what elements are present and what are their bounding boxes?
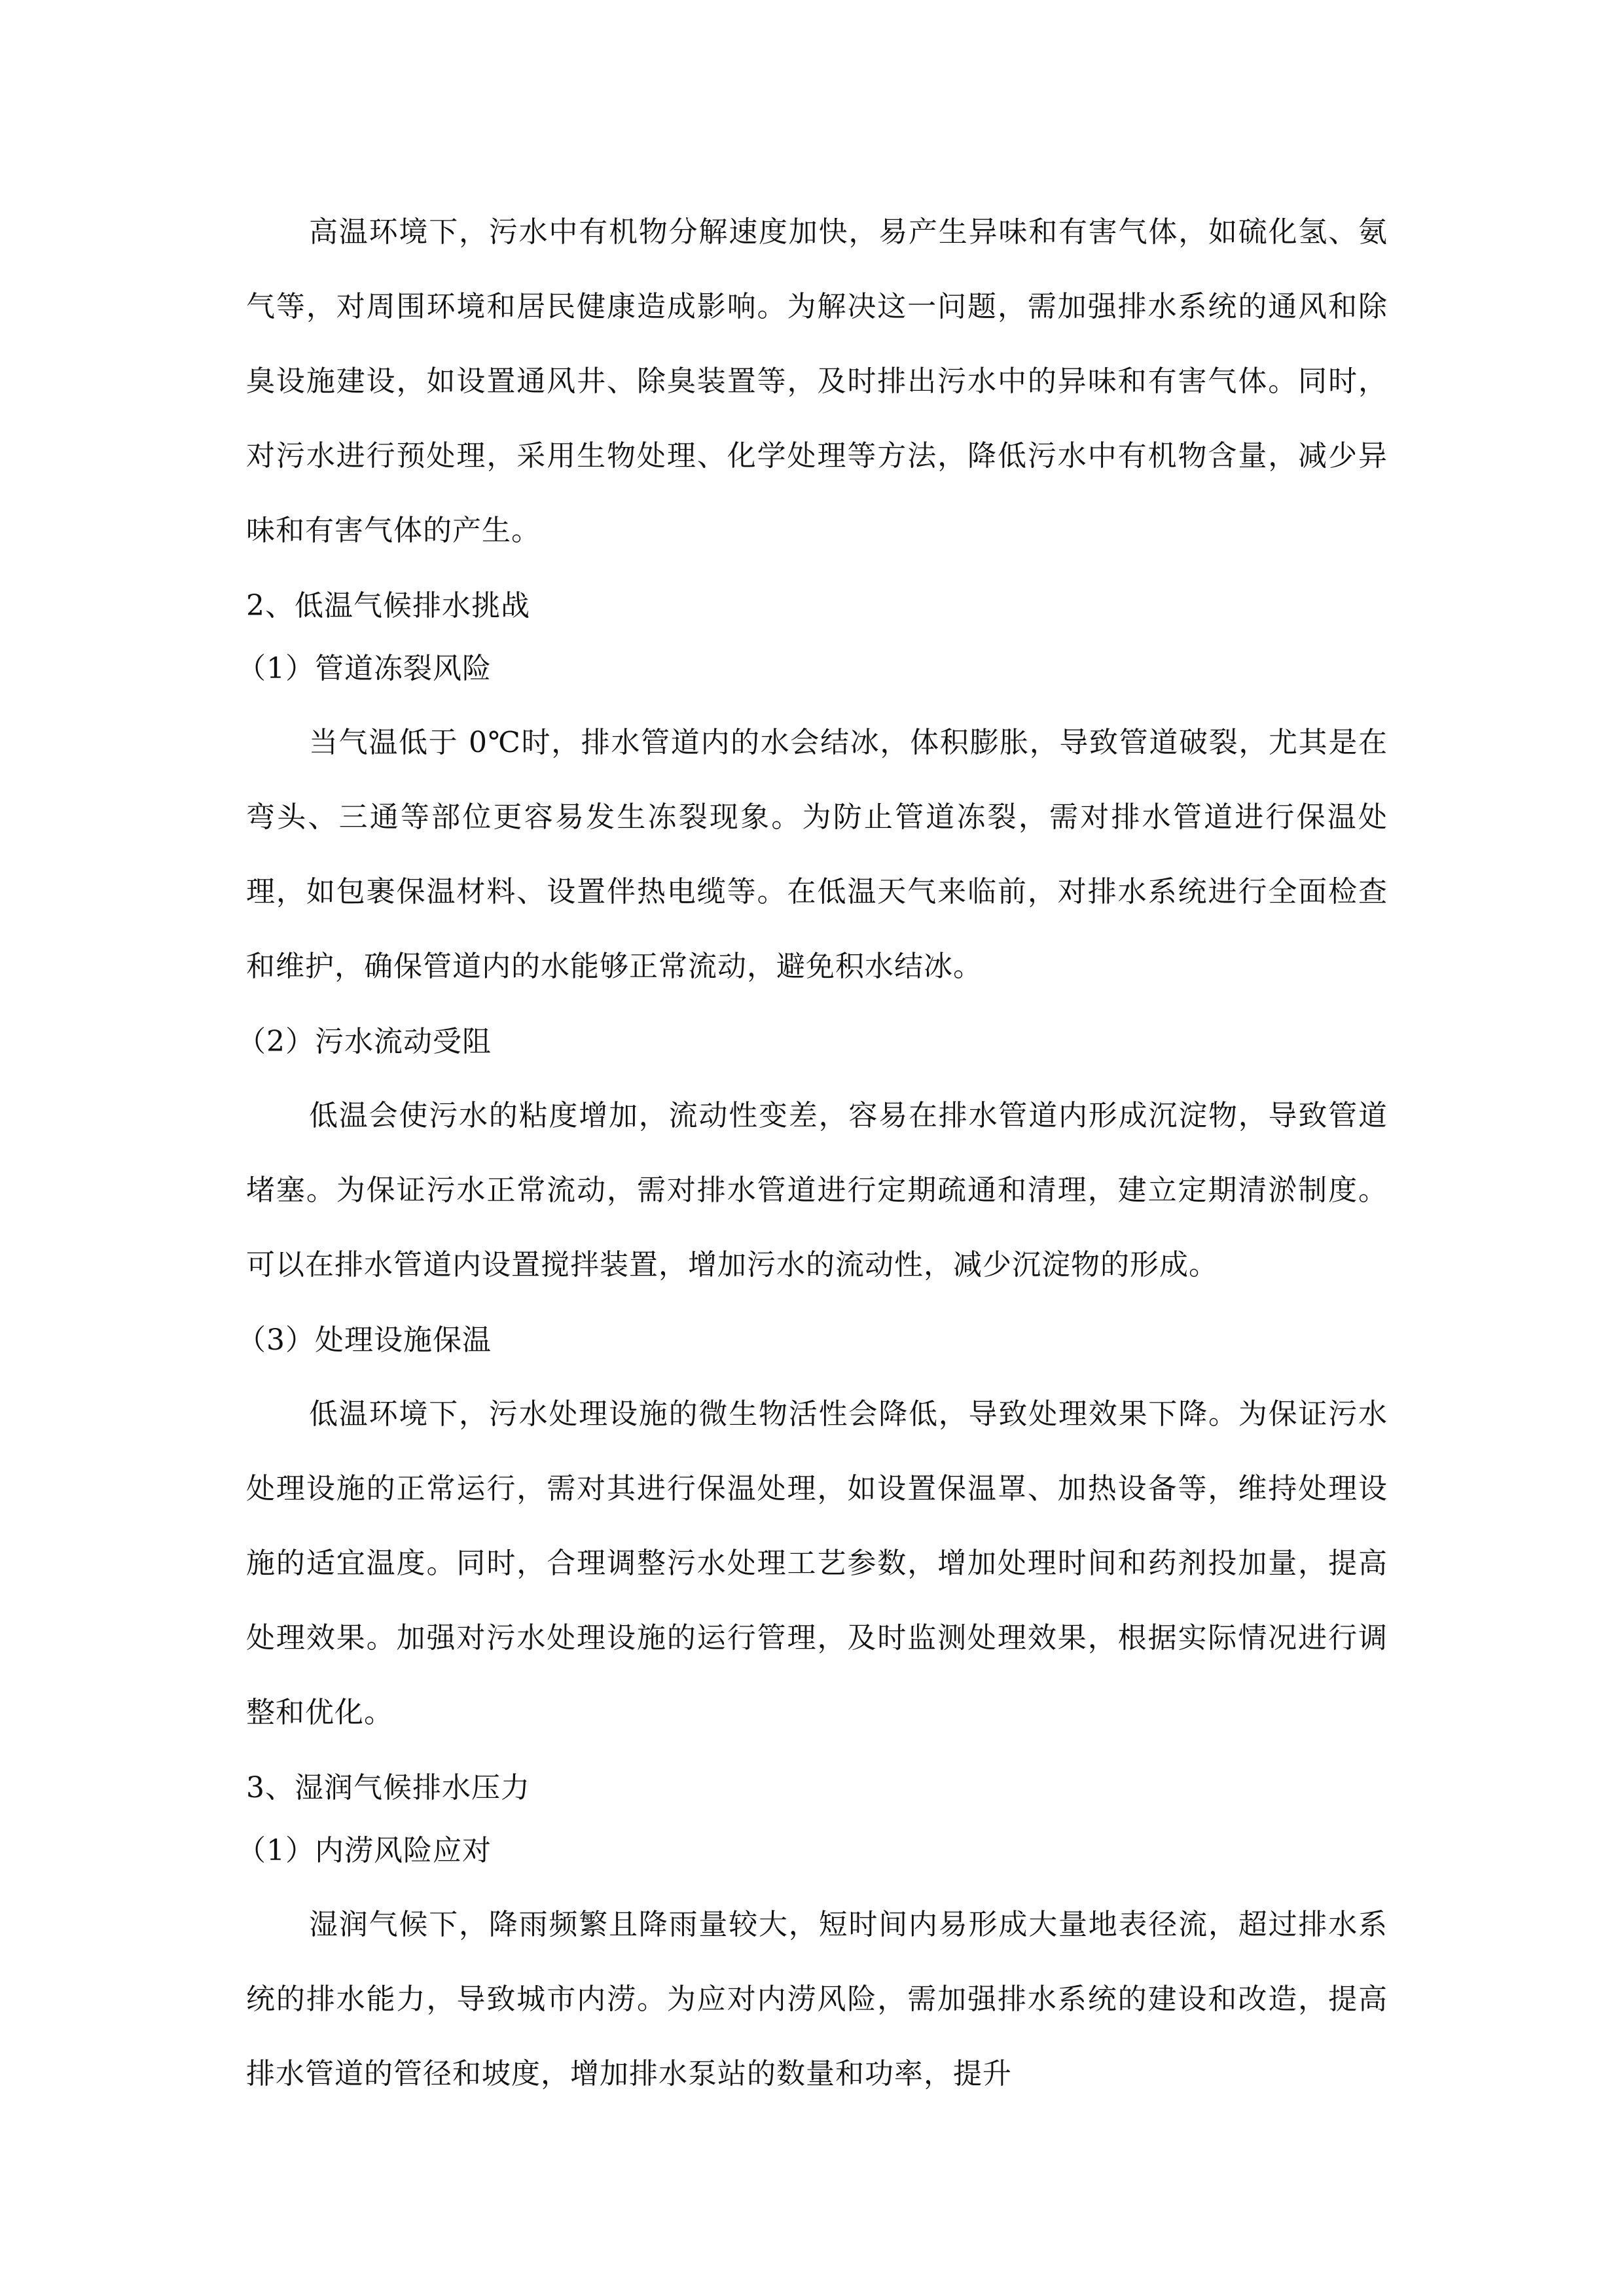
paragraph-flow-obstruction: 低温会使污水的粘度增加，流动性变差，容易在排水管道内形成沉淀物，导致管道堵塞。为保证污水正常流动，需对排水管道进行定期疏通和清理，建立定期清淤制度。可以在排水管道内设置搅拌装置，增加污水的流动性，减少沉淀物的形成。 <box>246 1099 1388 1282</box>
subsection-heading-facility-insulation: （3）处理设施保温 <box>237 1323 492 1357</box>
section-heading-low-temperature: 2、低温气候排水挑战 <box>246 589 530 622</box>
section-heading-humid-climate: 3、湿润气候排水压力 <box>246 1771 530 1804</box>
subsection-heading-flow-obstruction: （2）污水流动受阻 <box>237 1025 492 1058</box>
paragraph-facility-insulation: 低温环境下，污水处理设施的微生物活性会降低，导致处理效果下降。为保证污水处理设施的正常运行，需对其进行保温处理，如设置保温罩、加热设备等，维持处理设施的适宜温度。同时，合理调整污水处理工艺参数，增加处理时间和药剂投加量，提高处理效果。加强对污水处理设施的运行管理，及时监测处理效果，根据实际情况进行调整和优化。 <box>246 1397 1388 1729</box>
paragraph-waterlogging: 湿润气候下，降雨频繁且降雨量较大，短时间内易形成大量地表径流，超过排水系统的排水能力，导致城市内涝。为应对内涝风险，需加强排水系统的建设和改造，提高排水管道的管径和坡度，增加排水泵站的数量和功率，提升 <box>246 1908 1388 2090</box>
subsection-heading-waterlogging: （1）内涝风险应对 <box>237 1834 492 1867</box>
paragraph-high-temperature-odor: 高温环境下，污水中有机物分解速度加快，易产生异味和有害气体，如硫化氢、氨气等，对周围环境和居民健康造成影响。为解决这一问题，需加强排水系统的通风和除臭设施建设，如设置通风井、除臭装置等，及时排出污水中的异味和有害气体。同时，对污水进行预处理，采用生物处理、化学处理等方法，降低污水中有机物含量，减少异味和有害气体的产生。 <box>246 215 1388 547</box>
subsection-heading-pipe-freeze: （1）管道冻裂风险 <box>237 652 492 685</box>
paragraph-pipe-freeze: 当气温低于 0℃时，排水管道内的水会结冰，体积膨胀，导致管道破裂，尤其是在弯头、三通等部位更容易发生冻裂现象。为防止管道冻裂，需对排水管道进行保温处理，如包裹保温材料、设置伴热电缆等。在低温天气来临前，对排水系统进行全面检查和维护，确保管道内的水能够正常流动，避免积水结冰。 <box>246 726 1388 983</box>
document-body <box>237 195 1388 2111</box>
